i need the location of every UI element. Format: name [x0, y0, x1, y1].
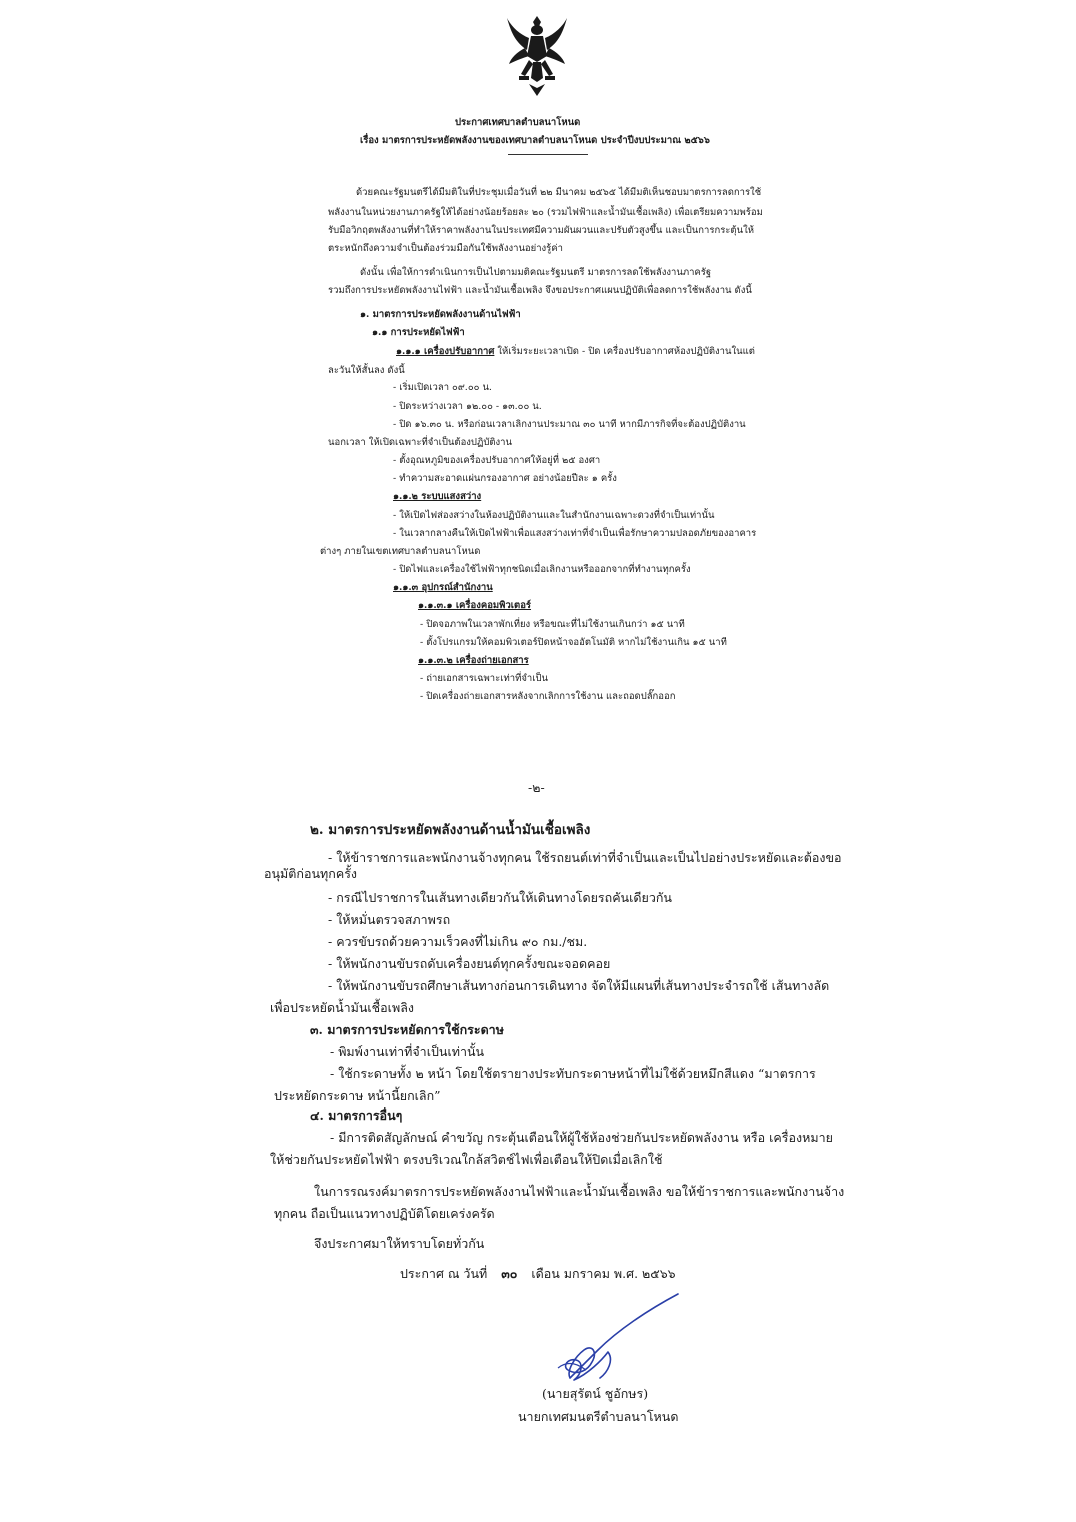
intro2-line-2: รวมถึงการประหยัดพลังงานไฟฟ้า และน้ำมันเชื้อเพลิง จึงขอประกาศแผนปฏิบัติเพื่อลดการใช้พลังงาน ดังนี้: [328, 285, 752, 296]
section-3-heading: ๓. มาตรการประหยัดการใช้กระดาษ: [310, 1022, 504, 1037]
intro-line-4: ตระหนักถึงความจำเป็นต้องร่วมมือกันใช้พลังงานอย่างรู้ค่า: [328, 243, 563, 254]
closing-line-2: ทุกคน ถือเป็นแนวทางปฏิบัติโดยเคร่งครัด: [274, 1206, 495, 1221]
intro-line-2: พลังงานในหน่วยงานภาครัฐให้ได้อย่างน้อยร้อยละ ๒๐ (รวมไฟฟ้าและน้ำมันเชื้อเพลิง) เพื่อเตรียมความพร้อม: [328, 207, 763, 218]
section-2-heading: ๒. มาตรการประหยัดพลังงานด้านน้ำมันเชื้อเพลิง: [310, 822, 591, 838]
ac-item-3-cont: นอกเวลา ให้เปิดเฉพาะที่จำเป็นต้องปฏิบัติงาน: [328, 437, 512, 448]
section-1-heading: ๑. มาตรการประหยัดพลังงานด้านไฟฟ้า: [360, 309, 521, 320]
date-suffix: เดือน มกราคม พ.ศ. ๒๕๖๖: [531, 1266, 676, 1281]
section-4-heading: ๔. มาตรการอื่นๆ: [310, 1108, 403, 1123]
section-1-1-3-2-heading: ๑.๑.๓.๒ เครื่องถ่ายเอกสาร: [418, 655, 529, 666]
section-1-1-1-heading: ๑.๑.๑ เครื่องปรับอากาศ: [396, 346, 495, 357]
date-line: [400, 1266, 676, 1282]
section-1-1-1-line: [396, 345, 755, 358]
section-1-1-1-text: ให้เริ่มระยะเวลาเปิด - ปิด เครื่องปรับอากาศห้องปฏิบัติงานในแต่: [494, 346, 755, 357]
ac-item-2: - ปิดระหว่างเวลา ๑๒.๐๐ - ๑๓.๐๐ น.: [393, 401, 542, 412]
date-day: ๓๐: [501, 1266, 518, 1281]
page-number: -๒-: [528, 780, 545, 795]
ac-item-4: - ตั้งอุณหภูมิของเครื่องปรับอากาศให้อยู่ที่ ๒๕ องศา: [393, 455, 601, 466]
signer-title: นายกเทศมนตรีตำบลนาโหนด: [518, 1409, 679, 1424]
section-1-1-3-1-heading: ๑.๑.๓.๑ เครื่องคอมพิวเตอร์: [418, 600, 532, 611]
copier-item-2: - ปิดเครื่องถ่ายเอกสารหลังจากเลิกการใช้งาน และถอดปลั๊กออก: [420, 691, 676, 702]
signer-name: (นายสุรัตน์ ชูอักษร): [542, 1386, 649, 1401]
fuel-item-6-cont: เพื่อประหยัดน้ำมันเชื้อเพลิง: [270, 1000, 414, 1015]
fuel-item-1: - ให้ข้าราชการและพนักงานจ้างทุกคน ใช้รถยนต์เท่าที่จำเป็นและเป็นไปอย่างประหยัดและต้องขอ: [328, 850, 842, 865]
computer-item-1: - ปิดจอภาพในเวลาพักเที่ยง หรือขณะที่ไม่ใช้งานเกินกว่า ๑๕ นาที: [420, 619, 685, 630]
paper-item-1: - พิมพ์งานเท่าที่จำเป็นเท่านั้น: [330, 1044, 485, 1059]
fuel-item-3: - ให้หมั่นตรวจสภาพรถ: [328, 912, 451, 927]
fuel-item-1-cont: อนุมัติก่อนทุกครั้ง: [264, 866, 358, 881]
section-1-1-2-heading: ๑.๑.๒ ระบบแสงสว่าง: [393, 491, 482, 502]
copier-item-1: - ถ่ายเอกสารเฉพาะเท่าที่จำเป็น: [420, 673, 549, 684]
lighting-item-1: - ให้เปิดไฟส่องสว่างในห้องปฏิบัติงานและในสำนักงานเฉพาะดวงที่จำเป็นเท่านั้น: [393, 510, 715, 521]
lighting-item-3: - ปิดไฟและเครื่องใช้ไฟฟ้าทุกชนิดเมื่อเลิกงานหรือออกจากที่ทำงานทุกครั้ง: [393, 564, 691, 575]
intro-line-3: รับมือวิกฤตพลังงานที่ทำให้ราคาพลังงานในประเทศมีความผันผวนและปรับตัวสูงขึ้น และเป็นการกระตุ้นให้: [328, 225, 754, 236]
ac-item-3: - ปิด ๑๖.๓๐ น. หรือก่อนเวลาเลิกงานประมาณ ๓๐ นาที หากมีภารกิจที่จะต้องปฏิบัติงาน: [393, 419, 746, 430]
fuel-item-6: - ให้พนักงานขับรถศึกษาเส้นทางก่อนการเดินทาง จัดให้มีแผนที่เส้นทางประจำรถใช้ เส้นทางลัด: [328, 978, 830, 993]
paper-item-2: - ใช้กระดาษทั้ง ๒ หน้า โดยใช้ตรายางประทับกระดาษหน้าที่ไม่ใช้ด้วยหมึกสีแดง “มาตรการ: [330, 1066, 816, 1081]
intro-line-1: ด้วยคณะรัฐมนตรีได้มีมติในที่ประชุมเมื่อวันที่ ๒๒ มีนาคม ๒๕๖๕ ได้มีมติเห็นชอบมาตรการลดการใช้: [356, 187, 762, 198]
announcement-subject: เรื่อง มาตรการประหยัดพลังงานของเทศบาลตำบลนาโหนด ประจำปีงบประมาณ ๒๕๖๖: [360, 135, 710, 146]
ac-item-5: - ทำความสะอาดแผ่นกรองอากาศ อย่างน้อยปีละ ๑ ครั้ง: [393, 473, 617, 484]
lighting-item-2: - ในเวลากลางคืนให้เปิดไฟฟ้าเพื่อแสงสว่างเท่าที่จำเป็นเพื่อรักษาความปลอดภัยของอาคาร: [393, 528, 757, 539]
section-1-1-1-cont: ละวันให้สั้นลง ดังนี้: [328, 365, 405, 376]
heading-divider: [508, 154, 588, 155]
other-item-1: - มีการติดสัญลักษณ์ คำขวัญ กระตุ้นเตือนให้ผู้ใช้ห้องช่วยกันประหยัดพลังงาน หรือ เครื่องหมาย: [330, 1130, 833, 1145]
paper-item-2-cont: ประหยัดกระดาษ หน้านี้ยกเลิก”: [274, 1088, 441, 1103]
handwritten-signature: [548, 1290, 688, 1390]
other-item-1-cont: ให้ช่วยกันประหยัดไฟฟ้า ตรงบริเวณใกล้สวิตช์ไฟเพื่อเตือนให้ปิดเมื่อเลิกใช้: [270, 1152, 663, 1167]
section-1-1-heading: ๑.๑ การประหยัดไฟฟ้า: [372, 327, 465, 338]
fuel-item-5: - ให้พนักงานขับรถดับเครื่องยนต์ทุกครั้งขณะจอดคอย: [328, 956, 611, 971]
closing-line-1: ในการรณรงค์มาตรการประหยัดพลังงานไฟฟ้าและน้ำมันเชื้อเพลิง ขอให้ข้าราชการและพนักงานจ้าง: [314, 1184, 845, 1199]
garuda-emblem-icon: [505, 14, 569, 98]
computer-item-2: - ตั้งโปรแกรมให้คอมพิวเตอร์ปิดหน้าจออัตโนมัติ หากไม่ใช้งานเกิน ๑๕ นาที: [420, 637, 727, 648]
fuel-item-4: - ควรขับรถด้วยความเร็วคงที่ไม่เกิน ๙๐ กม./ชม.: [328, 934, 588, 949]
intro2-line-1: ดังนั้น เพื่อให้การดำเนินการเป็นไปตามมติคณะรัฐมนตรี มาตรการลดใช้พลังงานภาครัฐ: [360, 267, 712, 278]
announcement-org-heading: ประกาศเทศบาลตำบลนาโหนด: [455, 117, 581, 128]
date-prefix: ประกาศ ณ วันที่: [400, 1266, 488, 1281]
fuel-item-2: - กรณีไปราชการในเส้นทางเดียวกันให้เดินทางโดยรถคันเดียวกัน: [328, 890, 672, 905]
announce-line: จึงประกาศมาให้ทราบโดยทั่วกัน: [314, 1236, 485, 1251]
section-1-1-3-heading: ๑.๑.๓ อุปกรณ์สำนักงาน: [393, 582, 493, 593]
ac-item-1: - เริ่มเปิดเวลา ๐๙.๐๐ น.: [393, 382, 492, 393]
lighting-item-2-cont: ต่างๆ ภายในเขตเทศบาลตำบลนาโหนด: [320, 546, 481, 557]
